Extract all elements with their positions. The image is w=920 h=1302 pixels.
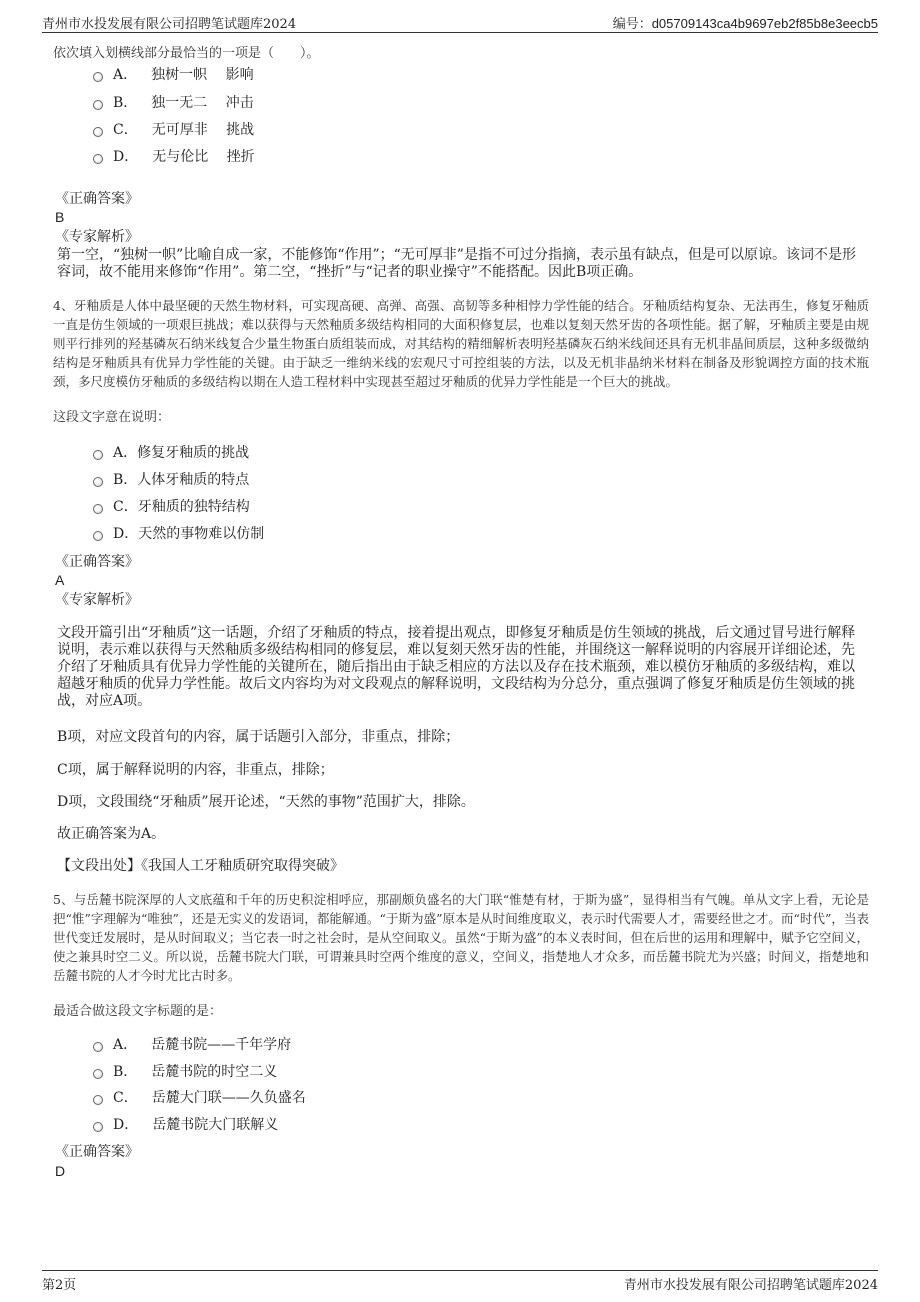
option-text: 独一无二 冲击 bbox=[151, 95, 254, 111]
option-text: 人体牙釉质的特点 bbox=[137, 472, 250, 488]
q3-option-d[interactable] bbox=[93, 147, 255, 167]
header-title: 青州市水投发展有限公司招聘笔试题库2024 bbox=[42, 17, 297, 32]
q4-option-c[interactable] bbox=[93, 497, 250, 517]
q4-analysis: 文段开篇引出“牙釉质”这一话题，介绍了牙釉质的特点，接着提出观点，即修复牙釉质是仿生领域的挑战，后文通过冒号进行解释说明，表示难以获得与天然釉质多级结构相同的修复层，难以复刻天然牙齿的性能，并围绕这一解释说明的内容展开详细论述，先介绍了牙釉质具有优异力学性能的关键所在，随后指出由于缺乏相应的方法以及存在技术瓶颈，难以模仿牙釉质的多级结构，难以超越牙釉质的优异力学性能。故后文内容均为对文段观点的解释说明，文段结构为分总分，重点强调了修复牙釉质是仿生领域的挑战，对应A项。 bbox=[57, 625, 856, 709]
option-letter: D． bbox=[113, 526, 139, 542]
option-letter: B． bbox=[113, 95, 138, 111]
q3-analysis-label: 《专家解析》 bbox=[55, 229, 139, 245]
option-text: 岳麓书院——千年学府 bbox=[151, 1037, 292, 1053]
option-text: 岳麓书院大门联解义 bbox=[152, 1117, 279, 1133]
option-text: 天然的事物难以仿制 bbox=[138, 526, 265, 542]
q5-option-a[interactable] bbox=[93, 1035, 291, 1055]
option-letter: D． bbox=[113, 149, 139, 165]
q3-option-a[interactable] bbox=[93, 65, 254, 85]
q4-answer: A bbox=[55, 572, 65, 588]
option-letter: A． bbox=[113, 67, 138, 83]
q3-answer: B bbox=[55, 209, 65, 225]
q4-stem: 这段文字意在说明： bbox=[53, 410, 171, 425]
radio-icon[interactable] bbox=[93, 477, 103, 487]
q3-answer-label: 《正确答案》 bbox=[55, 191, 139, 207]
radio-icon[interactable] bbox=[93, 531, 103, 541]
option-letter: C． bbox=[113, 499, 138, 515]
radio-icon[interactable] bbox=[93, 1069, 103, 1079]
radio-icon[interactable] bbox=[93, 504, 103, 514]
radio-icon[interactable] bbox=[93, 72, 103, 82]
q3-stem: 依次填入划横线部分最恰当的一项是（ ）。 bbox=[53, 46, 320, 61]
q4-option-d[interactable] bbox=[93, 524, 264, 544]
footer-title: 青州市水投发展有限公司招聘笔试题库2024 bbox=[623, 1278, 878, 1293]
option-letter: A． bbox=[113, 1037, 138, 1053]
q5-option-c[interactable] bbox=[93, 1088, 306, 1108]
header-serial: 编号：d05709143ca4b9697eb2f85b8e3eecb5 bbox=[612, 16, 878, 31]
q3-option-b[interactable] bbox=[93, 93, 254, 113]
q4-option-d-note: D项，文段围绕“牙釉质”展开论述，“天然的事物”范围扩大，排除。 bbox=[57, 794, 475, 810]
q5-body: 5、与岳麓书院深厚的人文底蕴和千年的历史积淀相呼应，那副颇负盛名的大门联“惟楚有材，于斯为盛”，显得相当有气魄。单从文字上看，无论是把“惟”字理解为“唯独”，还是无实义的发语词，都能解通。“于斯为盛”原本是从时间维度取义，表示时代需要人才，需要经世之才。而“时代”，当表世代变迁发展时，是从时间取义；当它表一时之社会时，是从空间取义。虽然“于斯为盛”的本义表时间，但在后世的运用和理解中，赋予它空间义，使之兼具时空二义。所以说，岳麓书院大门联，可谓兼具时空两个维度的意义，空间义，指楚地人才众多，而岳麓书院尤为兴盛；时间义，指楚地和岳麓书院的人才今时尤比古时多。 bbox=[53, 892, 869, 983]
option-text: 独树一帜 影响 bbox=[151, 67, 254, 83]
radio-icon[interactable] bbox=[93, 450, 103, 460]
radio-icon[interactable] bbox=[93, 1122, 103, 1132]
radio-icon[interactable] bbox=[93, 1042, 103, 1052]
option-letter: B． bbox=[113, 1064, 138, 1080]
q5-answer: D bbox=[55, 1163, 66, 1179]
q5-option-d[interactable] bbox=[93, 1115, 278, 1135]
q4-option-b-note: B项，对应文段首句的内容，属于话题引入部分，非重点，排除； bbox=[57, 729, 460, 745]
radio-icon[interactable] bbox=[93, 100, 103, 110]
q4-analysis-label: 《专家解析》 bbox=[55, 592, 139, 608]
q5-answer-label: 《正确答案》 bbox=[55, 1144, 139, 1160]
q4-option-a[interactable] bbox=[93, 443, 249, 463]
q4-option-c-note: C项，属于解释说明的内容，非重点，排除； bbox=[57, 762, 334, 778]
option-letter: B． bbox=[113, 472, 138, 488]
radio-icon[interactable] bbox=[93, 154, 103, 164]
q3-analysis: 第一空，“独树一帜”比喻自成一家，不能修饰“作用”；“无可厚非”是指不可过分指摘，表示虽有缺点，但是可以原谅。该词不是形容词，故不能用来修饰“作用”。第二空，“挫折”与“记者的职业操守”不能搭配。因此B项正确。 bbox=[57, 247, 856, 280]
option-text: 岳麓大门联——久负盛名 bbox=[151, 1090, 306, 1106]
option-text: 岳麓书院的时空二义 bbox=[151, 1064, 278, 1080]
option-text: 无与伦比 挫折 bbox=[152, 149, 255, 165]
q4-option-b[interactable] bbox=[93, 470, 249, 490]
q4-conclusion: 故正确答案为A。 bbox=[57, 826, 166, 842]
q4-answer-label: 《正确答案》 bbox=[55, 554, 139, 570]
q3-option-c[interactable] bbox=[93, 120, 254, 140]
q4-body: 4、牙釉质是人体中最坚硬的天然生物材料，可实现高硬、高弹、高强、高韧等多种相悖力学性能的结合。牙釉质结构复杂、无法再生，修复牙釉质一直是仿生领域的一项艰巨挑战；难以获得与天然釉质多级结构相同的大面积修复层，也难以复刻天然牙齿的各项性能。据了解，牙釉质主要是由规则平行排列的羟基磷灰石纳米线复合少量生物蛋白质组装而成，对其结构的精细解析表明羟基磷灰石纳米线间还具有无机非晶间质层，这种多级微纳结构是牙釉质具有优异力学性能的关键。由于缺乏一维纳米线的宏观尺寸可控组装的方法，以及无机非晶纳米材料在制备及形貌调控方面的技术瓶颈，多尺度模仿牙釉质的多级结构以期在人造工程材料中实现甚至超过牙釉质的优异力学性能是一个巨大的挑战。 bbox=[53, 298, 869, 389]
page-footer bbox=[42, 1270, 878, 1293]
option-text: 牙釉质的独特结构 bbox=[137, 499, 250, 515]
option-letter: C． bbox=[113, 1090, 138, 1106]
page-number: 第2页 bbox=[42, 1278, 77, 1293]
q4-source: 【文段出处】《我国人工牙釉质研究取得突破》 bbox=[57, 858, 344, 874]
q5-stem: 最适合做这段文字标题的是： bbox=[53, 1004, 223, 1019]
option-letter: D． bbox=[113, 1117, 139, 1133]
radio-icon[interactable] bbox=[93, 127, 103, 137]
option-letter: A． bbox=[113, 445, 138, 461]
radio-icon[interactable] bbox=[93, 1095, 103, 1105]
option-text: 修复牙釉质的挑战 bbox=[137, 445, 250, 461]
option-letter: C． bbox=[113, 122, 138, 138]
q5-option-b[interactable] bbox=[93, 1062, 277, 1082]
option-text: 无可厚非 挑战 bbox=[151, 122, 255, 138]
